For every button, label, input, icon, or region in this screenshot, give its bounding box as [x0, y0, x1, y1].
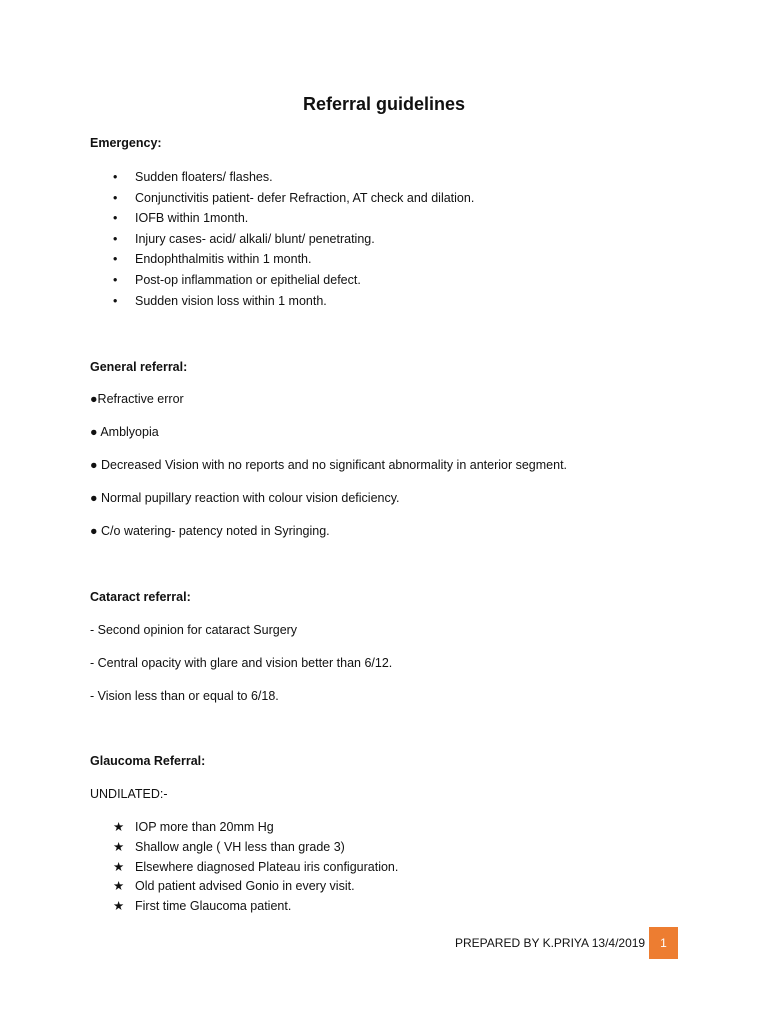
page-number-badge: 1 [649, 927, 678, 959]
bullet-icon: • [113, 211, 118, 226]
document-title: Referral guidelines [302, 94, 466, 114]
bullet-icon: • [113, 272, 118, 287]
bullet-icon: • [113, 231, 118, 246]
document-page: Referral guidelines Emergency: • Sudden floaters/ flashes. • Conjunctivitis patient- defer Refraction, AT check and dilation. • IOFB within 1month. • Injury cases- acid/ alkali/ blunt/ penetrating. • Endophthalmitis within 1 month. • Post-op inflammation or epithelial defect. • Sudden vision loss within 1 month. General referral: ●Refractive error ● Amblyopia ● Decreased Vision with no reports and no significant abnormality in anterior segment. ● Normal pupillary reaction with colour vision deficiency. ● C/o watering- patency noted in Syringing. Cataract referral: - Second opinion for cataract Surgery - Central opacity with glare and vision better than 6/12. - Vision less than or equal to 6/18. Glaucoma Referral: UNDILATED:- ★ IOP more than 20mm Hg ★ Shallow angle ( VH less than grade 3) ★ Elsewhere diagnosed Plateau iris configuration. ★ Old patient advised Gonio in every visit. ★ First time Glaucoma patient. PREPARED BY K.PRIYA 13/4/2019 1 [0, 0, 768, 1024]
general-referral-item: ● C/o watering- patency noted in Syringing. [90, 524, 330, 538]
cataract-referral-heading: Cataract referral: [90, 590, 191, 604]
glaucoma-subheading: UNDILATED:- [90, 787, 168, 801]
prepared-by-footer: PREPARED BY K.PRIYA 13/4/2019 [455, 936, 646, 950]
glaucoma-referral-heading: Glaucoma Referral: [90, 754, 206, 768]
star-icon: ★ [113, 820, 125, 834]
cataract-referral-item: - Central opacity with glare and vision better than 6/12. [90, 656, 393, 670]
bullet-icon: • [113, 252, 118, 267]
star-icon: ★ [113, 899, 125, 914]
emergency-heading: Emergency: [90, 136, 162, 150]
general-referral-item: ● Decreased Vision with no reports and no significant abnormality in anterior segment. [90, 458, 568, 472]
general-referral-item: ● Normal pupillary reaction with colour vision deficiency. [90, 491, 400, 505]
bullet-icon: • [113, 170, 118, 184]
bullet-icon: • [113, 190, 118, 205]
general-referral-item: ●Refractive error [90, 392, 184, 406]
cataract-referral-item: - Vision less than or equal to 6/18. [90, 689, 279, 703]
star-icon: ★ [113, 859, 125, 874]
cataract-referral-item: - Second opinion for cataract Surgery [90, 623, 298, 637]
star-icon: ★ [113, 879, 125, 894]
bullet-icon: • [113, 293, 118, 308]
general-referral-item: ● Amblyopia [90, 425, 159, 439]
star-icon: ★ [113, 839, 125, 854]
general-referral-heading: General referral: [90, 360, 188, 374]
